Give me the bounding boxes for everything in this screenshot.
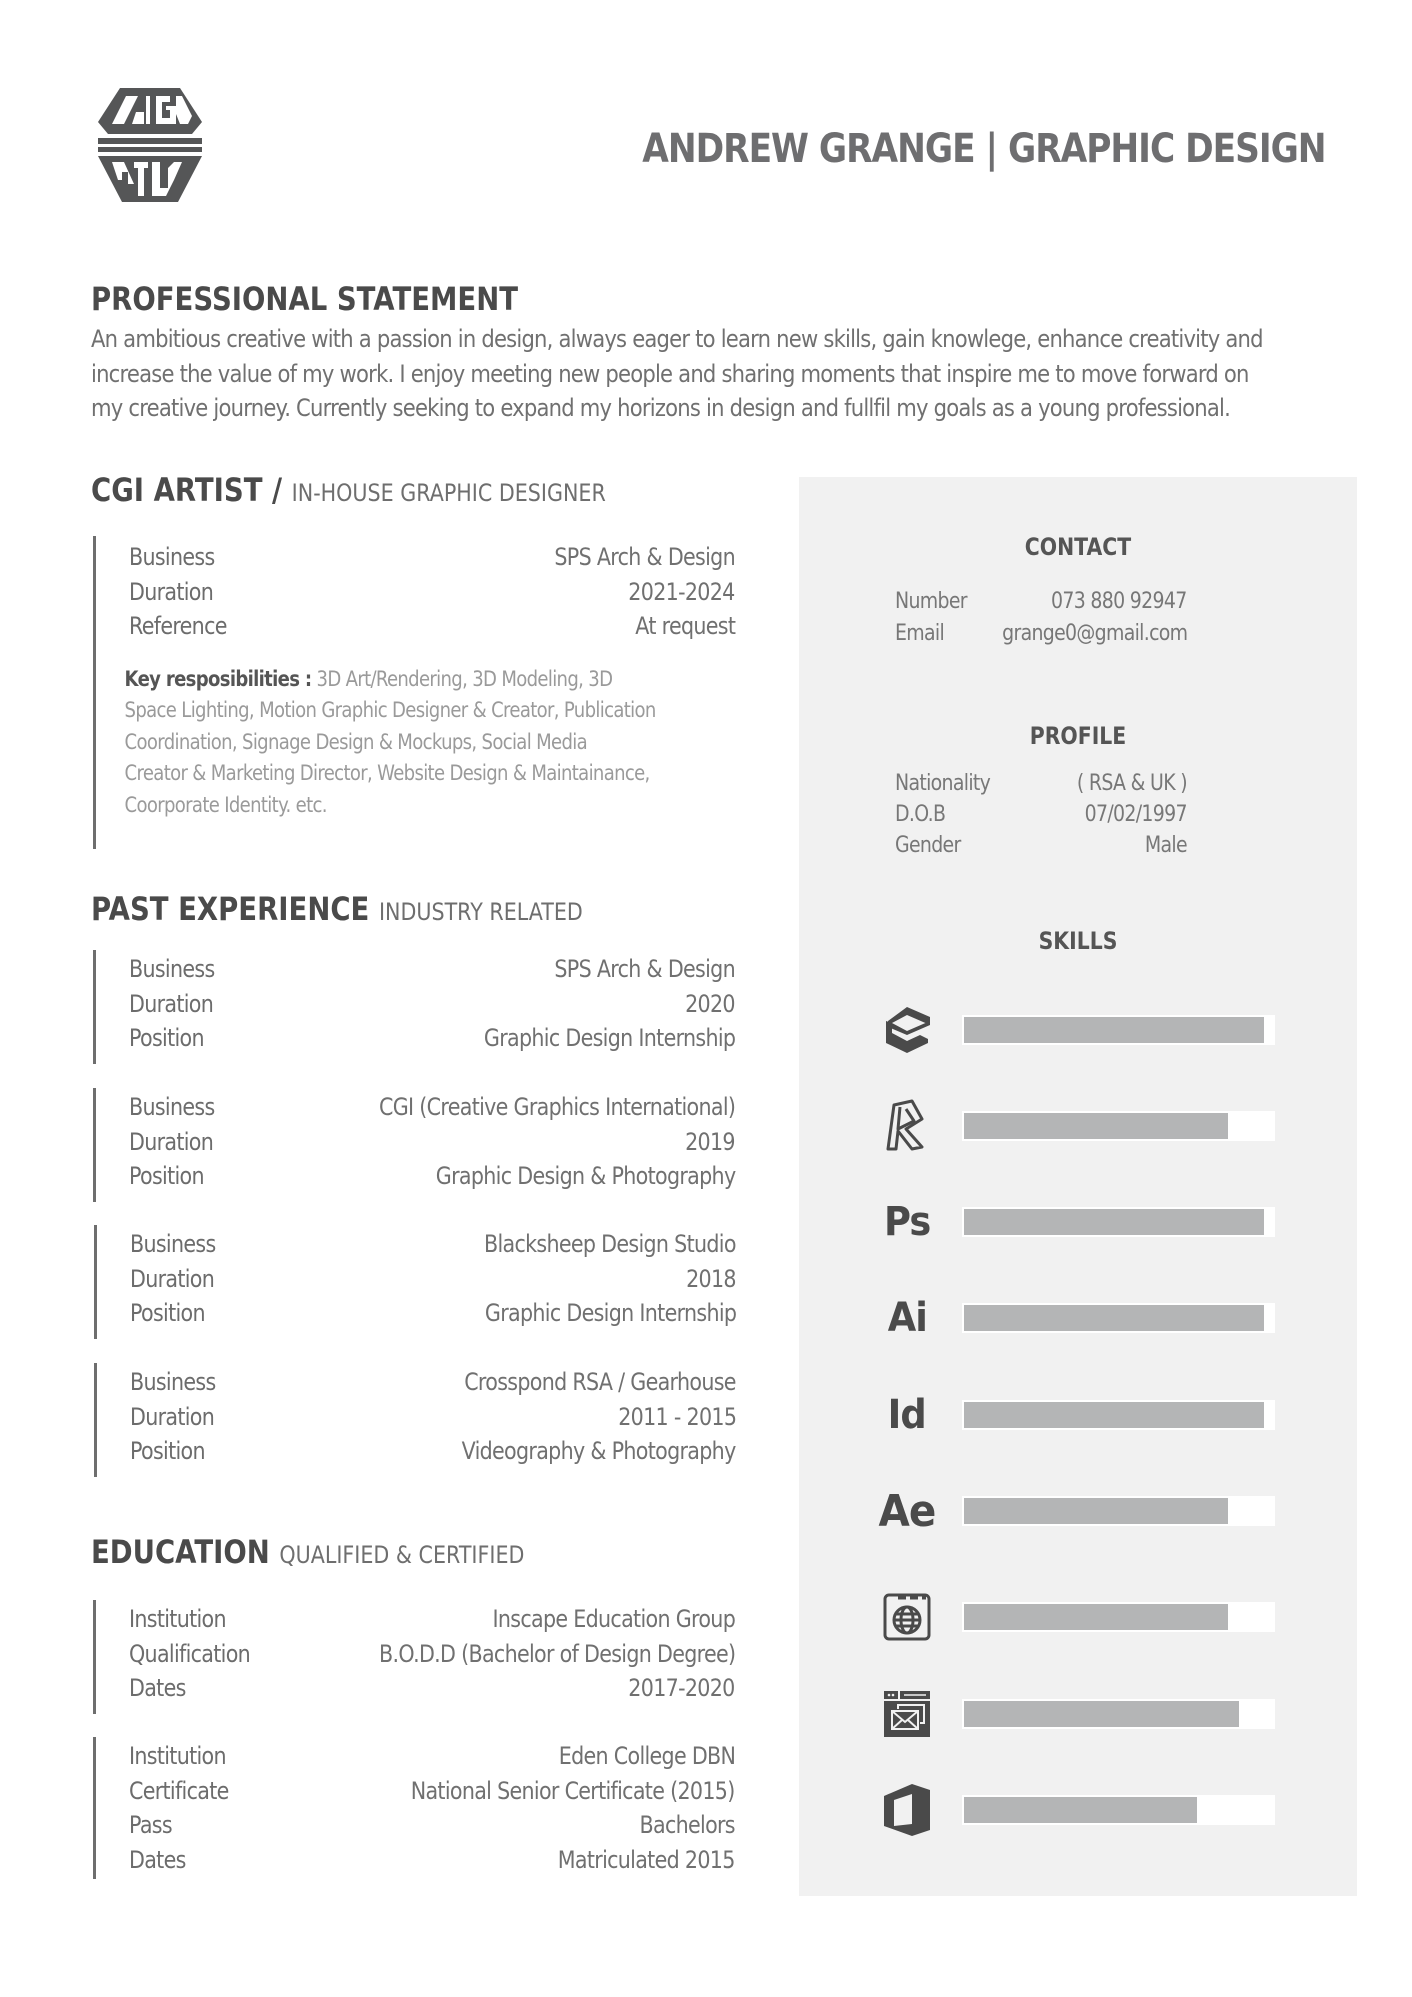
detail-row (96, 540, 735, 575)
after-effects-icon (877, 1481, 937, 1541)
sidebar-panel (799, 477, 1357, 1896)
skill-row (799, 1192, 1357, 1252)
skill-bar-fill (964, 1113, 1228, 1139)
web-globe-icon (877, 1587, 937, 1647)
responsibilities-line: Coorporate Identity. etc. (124, 792, 327, 818)
detail-row (97, 1400, 736, 1435)
skill-label: Ai (887, 1295, 927, 1341)
education-entry (93, 1600, 735, 1714)
skill-label: Ps (883, 1199, 931, 1245)
row-value: 2020 (685, 989, 735, 1018)
statement-line: An ambitious creative with a passion in design, always eager to learn new skills, gain knowlege, enhance creativity and (91, 325, 1263, 353)
detail-row (97, 1227, 736, 1262)
profile-row (895, 830, 1187, 861)
row-value: 2011 - 2015 (617, 1402, 736, 1431)
skill-label: Id (887, 1392, 927, 1438)
contact-row (895, 586, 1187, 617)
detail-row (97, 1296, 736, 1331)
row-value: Crosspond RSA / Gearhouse (464, 1368, 736, 1396)
detail-row (96, 1739, 735, 1774)
detail-row (96, 1159, 735, 1194)
row-label: Pass (129, 1811, 172, 1839)
row-label: Number (895, 589, 967, 614)
row-label: Business (130, 1368, 216, 1396)
row-value: Blacksheep Design Studio (484, 1230, 736, 1258)
skill-bar-track (962, 1699, 1275, 1729)
skill-bar-fill (964, 1797, 1197, 1823)
statement-line: my creative journey. Currently seeking to expand my horizons in design and fullfil my goals as a young professional. (91, 394, 1231, 422)
experience-entry (93, 950, 735, 1064)
row-value: Inscape Education Group (492, 1605, 735, 1633)
skill-row (799, 1385, 1357, 1445)
row-label: Qualification (129, 1639, 251, 1668)
past-experience-subtitle: INDUSTRY RELATED (378, 898, 583, 926)
office-icon (877, 1780, 937, 1840)
skill-bar-track (962, 1111, 1275, 1141)
statement-text (91, 322, 1341, 426)
row-value: Matriculated 2015 (558, 1845, 735, 1874)
row-value: ( RSA & UK ) (1076, 771, 1187, 796)
detail-row (96, 1637, 735, 1672)
contact-row (895, 618, 1187, 649)
education-entry (93, 1737, 735, 1879)
indesign-icon (877, 1385, 937, 1445)
detail-row (97, 1365, 736, 1400)
skill-row (799, 1684, 1357, 1744)
skill-bar-track (962, 1602, 1275, 1632)
skill-bar-track (962, 1015, 1275, 1045)
row-value: Eden College DBN (558, 1742, 735, 1770)
skill-bar-track (962, 1795, 1275, 1825)
row-label: Position (129, 1162, 204, 1190)
profile-row (895, 799, 1187, 830)
profile-row (895, 768, 1187, 799)
detail-row (96, 1808, 735, 1843)
email-window-icon (877, 1684, 937, 1744)
past-experience-title: PAST EXPERIENCE (91, 890, 370, 928)
row-value: 2018 (686, 1264, 736, 1293)
skill-bar-track (962, 1303, 1275, 1333)
detail-row (96, 1021, 735, 1056)
row-label: Email (895, 621, 945, 646)
photoshop-icon (877, 1192, 937, 1252)
skill-bar-fill (964, 1604, 1228, 1630)
detail-row (96, 1843, 735, 1878)
row-value: 073 880 92947 (1051, 589, 1187, 614)
skill-bar-track (962, 1496, 1275, 1526)
skill-bar-track (962, 1207, 1275, 1237)
revit-icon (877, 1096, 937, 1156)
row-value: SPS Arch & Design (554, 543, 735, 571)
skill-label: Ae (878, 1485, 936, 1537)
row-value: National Senior Certificate (2015) (411, 1776, 735, 1805)
row-value: CGI (Creative Graphics International) (378, 1093, 735, 1121)
row-label: Business (129, 1093, 215, 1121)
skill-bar-fill (964, 1402, 1264, 1428)
row-label: Position (130, 1437, 205, 1465)
detail-row (97, 1262, 736, 1297)
row-label: Duration (129, 577, 214, 606)
detail-row (96, 1125, 735, 1160)
statement-line: increase the value of my work. I enjoy meeting new people and sharing moments that inspire me to move forward on (91, 359, 1249, 388)
sketchup-icon (877, 1000, 937, 1060)
row-value: Graphic Design Internship (483, 1024, 735, 1052)
page-title: ANDREW GRANGE | GRAPHIC DESIGN (642, 126, 1326, 172)
responsibilities-line: Creator & Marketing Director, Website Design & Maintainance, (124, 761, 650, 786)
skill-row (799, 1000, 1357, 1060)
row-value: Graphic Design Internship (484, 1299, 736, 1327)
illustrator-icon (877, 1288, 937, 1348)
skill-bar-fill (964, 1209, 1264, 1235)
row-label: Duration (130, 1264, 215, 1293)
row-label: Institution (129, 1742, 226, 1770)
row-value: grange0@gmail.com (1001, 621, 1187, 646)
row-value: Male (1144, 833, 1187, 858)
responsibilities-line: 3D Art/Rendering, 3D Modeling, 3D (316, 666, 613, 692)
experience-entry (94, 1225, 736, 1339)
detail-row (96, 1774, 735, 1809)
current-role-block (93, 536, 735, 849)
row-label: Business (129, 543, 215, 571)
row-value: At request (634, 612, 735, 640)
education-heading (91, 1533, 524, 1571)
responsibilities-line: Coordination, Signage Design & Mockups, Social Media (124, 729, 587, 755)
skills-heading: SKILLS (1038, 927, 1118, 955)
skill-bar-fill (964, 1498, 1228, 1524)
row-label: Business (130, 1230, 216, 1258)
skill-bar-fill (964, 1305, 1264, 1331)
education-subtitle: QUALIFIED & CERTIFIED (279, 1541, 525, 1569)
detail-row (96, 952, 735, 987)
detail-row (97, 1434, 736, 1469)
skill-bar-track (962, 1400, 1275, 1430)
education-title: EDUCATION (91, 1533, 270, 1571)
skill-row (799, 1288, 1357, 1348)
row-label: Dates (129, 1845, 186, 1874)
experience-entry (94, 1363, 736, 1477)
statement-heading: PROFESSIONAL STATEMENT (91, 280, 519, 318)
skill-row (799, 1587, 1357, 1647)
row-label: Business (129, 955, 215, 983)
skill-bar-fill (964, 1017, 1264, 1043)
contact-heading: CONTACT (1024, 533, 1132, 561)
row-value: Graphic Design & Photography (435, 1162, 735, 1190)
skill-bar-fill (964, 1701, 1239, 1727)
responsibilities (96, 664, 684, 822)
skill-row (799, 1096, 1357, 1156)
past-experience-heading (91, 890, 583, 928)
row-value: SPS Arch & Design (554, 955, 735, 983)
current-role-title: CGI ARTIST / (91, 471, 283, 509)
row-value: B.O.D.D (Bachelor of Design Degree) (378, 1639, 735, 1668)
row-label: Reference (129, 612, 227, 640)
current-role-subtitle: IN-HOUSE GRAPHIC DESIGNER (291, 479, 606, 507)
row-value: 2021-2024 (628, 577, 735, 606)
row-label: Dates (129, 1674, 186, 1702)
row-value: Videography & Photography (462, 1437, 736, 1465)
ag-gd-logo (98, 88, 202, 202)
detail-row (96, 609, 735, 644)
row-value: 2017-2020 (628, 1674, 735, 1702)
detail-row (96, 1671, 735, 1706)
responsibilities-label: Key resposibilities : (124, 666, 312, 692)
skill-row (799, 1780, 1357, 1840)
row-label: Duration (130, 1402, 215, 1431)
skill-row (799, 1481, 1357, 1541)
row-value: 07/02/1997 (1084, 802, 1187, 827)
row-value: Bachelors (639, 1811, 735, 1839)
responsibilities-line: Space Lighting, Motion Graphic Designer & Creator, Publication (124, 698, 656, 723)
row-label: Certificate (129, 1776, 229, 1805)
detail-row (96, 575, 735, 610)
detail-row (96, 1602, 735, 1637)
row-value: 2019 (685, 1127, 735, 1156)
detail-row (96, 987, 735, 1022)
row-label: D.O.B (895, 802, 946, 827)
row-label: Institution (129, 1605, 226, 1633)
detail-row (96, 1090, 735, 1125)
row-label: Nationality (895, 771, 991, 796)
row-label: Duration (129, 989, 214, 1018)
row-label: Position (130, 1299, 205, 1327)
row-label: Gender (895, 833, 961, 858)
row-label: Position (129, 1024, 204, 1052)
current-role-heading (91, 471, 606, 509)
experience-entry (93, 1088, 735, 1202)
profile-heading: PROFILE (1029, 722, 1127, 750)
row-label: Duration (129, 1127, 214, 1156)
